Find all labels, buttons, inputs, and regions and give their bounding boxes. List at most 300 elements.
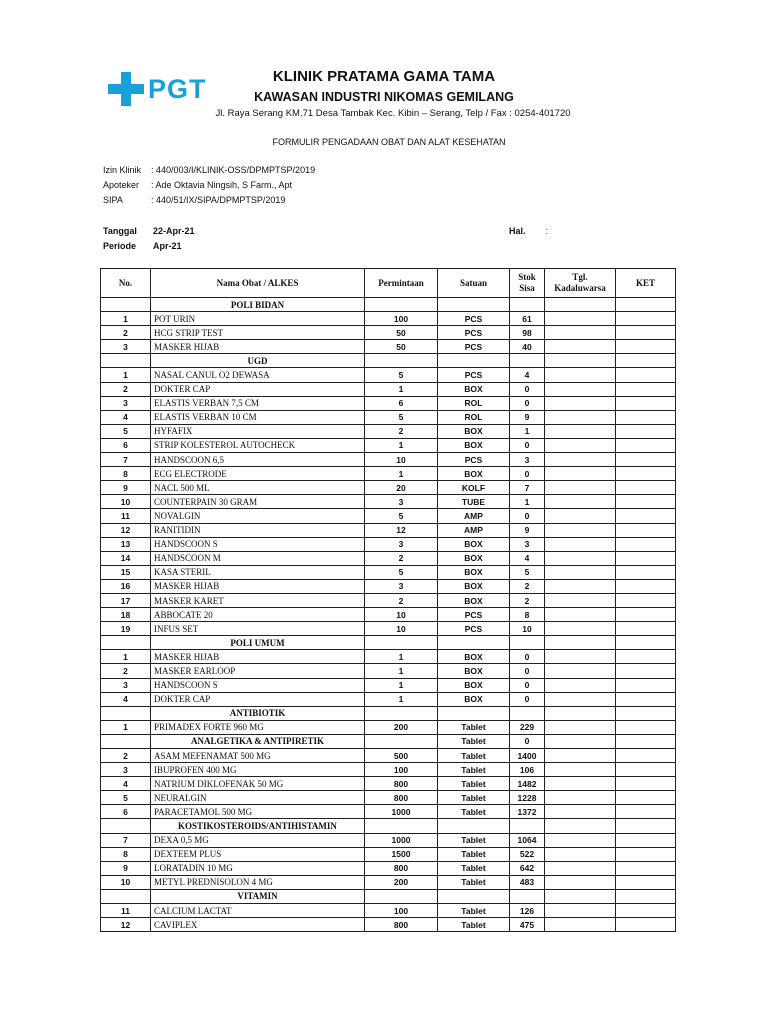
request-qty: 1500 (365, 847, 438, 861)
expiry-date (545, 608, 616, 622)
expiry-date (545, 579, 616, 593)
item-name: KASA STERIL (151, 565, 365, 579)
note (616, 326, 676, 340)
expiry-date (545, 650, 616, 664)
page-label: Hal. (509, 226, 526, 236)
stock-left: 0 (510, 692, 545, 706)
note (616, 509, 676, 523)
table-row (101, 410, 676, 424)
logo-text: PGT (148, 74, 207, 104)
note (616, 368, 676, 382)
stock-left: 522 (510, 847, 545, 861)
row-number: 7 (101, 833, 151, 847)
note (616, 805, 676, 819)
unit: BOX (438, 650, 510, 664)
row-number: 3 (101, 396, 151, 410)
item-name: MASKER KARET (151, 593, 365, 607)
info-value: : Ade Oktavia Ningsih, S Farm., Apt (151, 180, 293, 190)
expiry-date (545, 847, 616, 861)
item-name: HANDSCOON S (151, 537, 365, 551)
table-row (101, 312, 676, 326)
row-number: 7 (101, 453, 151, 467)
item-name: UGD (151, 354, 365, 368)
stock-left: 642 (510, 861, 545, 875)
table-section-row (101, 706, 676, 720)
table-row (101, 523, 676, 537)
note (616, 904, 676, 918)
row-number: 5 (101, 791, 151, 805)
stock-left (510, 706, 545, 720)
unit: BOX (438, 593, 510, 607)
expiry-date (545, 777, 616, 791)
table-row (101, 368, 676, 382)
unit: Tablet (438, 749, 510, 763)
request-qty: 2 (365, 424, 438, 438)
row-number: 12 (101, 523, 151, 537)
stock-left: 1228 (510, 791, 545, 805)
expiry-date (545, 819, 616, 833)
table-row (101, 438, 676, 452)
note (616, 791, 676, 805)
unit: PCS (438, 340, 510, 354)
table-section-row (101, 636, 676, 650)
stock-left: 1482 (510, 777, 545, 791)
header-stock: Stok Sisa (510, 269, 545, 298)
row-number: 1 (101, 368, 151, 382)
expiry-date (545, 918, 616, 932)
expiry-date (545, 312, 616, 326)
note (616, 354, 676, 368)
row-number: 10 (101, 495, 151, 509)
date-value: Apr-21 (153, 241, 182, 251)
unit: BOX (438, 551, 510, 565)
table-row (101, 875, 676, 889)
expiry-date (545, 904, 616, 918)
row-number: 11 (101, 509, 151, 523)
table-row (101, 424, 676, 438)
row-number: 1 (101, 720, 151, 734)
item-name: NOVALGIN (151, 509, 365, 523)
row-number: 19 (101, 622, 151, 636)
item-name: MASKER HIJAB (151, 340, 365, 354)
stock-left: 1064 (510, 833, 545, 847)
expiry-date (545, 523, 616, 537)
row-number: 1 (101, 650, 151, 664)
table-section-row (101, 734, 676, 748)
request-qty: 20 (365, 481, 438, 495)
item-name: ANTIBIOTIK (151, 706, 365, 720)
request-qty (365, 889, 438, 903)
unit: Tablet (438, 833, 510, 847)
request-qty: 10 (365, 622, 438, 636)
unit: PCS (438, 326, 510, 340)
request-qty: 1 (365, 650, 438, 664)
request-qty: 5 (365, 509, 438, 523)
row-number: 9 (101, 861, 151, 875)
item-name: RANITIDIN (151, 523, 365, 537)
request-qty: 6 (365, 396, 438, 410)
request-qty: 800 (365, 777, 438, 791)
date-value: 22-Apr-21 (153, 226, 195, 236)
expiry-date (545, 424, 616, 438)
date-info (103, 224, 195, 254)
item-name: INFUS SET (151, 622, 365, 636)
item-name: VITAMIN (151, 889, 365, 903)
unit: BOX (438, 678, 510, 692)
stock-left: 106 (510, 763, 545, 777)
note (616, 424, 676, 438)
note (616, 396, 676, 410)
unit: BOX (438, 579, 510, 593)
table-row (101, 340, 676, 354)
expiry-date (545, 453, 616, 467)
request-qty: 800 (365, 791, 438, 805)
note (616, 636, 676, 650)
item-name: ASAM MEFENAMAT 500 MG (151, 749, 365, 763)
unit: Tablet (438, 861, 510, 875)
table-row (101, 777, 676, 791)
request-qty: 1 (365, 664, 438, 678)
note (616, 453, 676, 467)
item-name: MASKER HIJAB (151, 650, 365, 664)
expiry-date (545, 889, 616, 903)
table-row (101, 537, 676, 551)
row-number: 5 (101, 424, 151, 438)
expiry-date (545, 495, 616, 509)
item-name: HANDSCOON M (151, 551, 365, 565)
table-row (101, 918, 676, 932)
unit: BOX (438, 537, 510, 551)
date-row-tanggal (103, 224, 195, 239)
table-row (101, 861, 676, 875)
unit: PCS (438, 453, 510, 467)
row-number: 17 (101, 593, 151, 607)
procurement-table (100, 268, 676, 932)
expiry-date (545, 593, 616, 607)
note (616, 833, 676, 847)
row-number (101, 636, 151, 650)
unit: BOX (438, 664, 510, 678)
table-row (101, 396, 676, 410)
date-label: Tanggal (103, 226, 137, 236)
request-qty: 500 (365, 749, 438, 763)
item-name: NEURALGIN (151, 791, 365, 805)
expiry-date (545, 354, 616, 368)
note (616, 763, 676, 777)
item-name: ECG ELECTRODE (151, 467, 365, 481)
request-qty: 1 (365, 692, 438, 706)
row-number: 6 (101, 438, 151, 452)
stock-left: 9 (510, 410, 545, 424)
unit (438, 354, 510, 368)
info-label: Izin Klinik (103, 165, 142, 175)
request-qty: 2 (365, 593, 438, 607)
date-row-periode (103, 239, 195, 254)
header-unit: Satuan (438, 269, 510, 298)
row-number (101, 706, 151, 720)
table-row (101, 847, 676, 861)
item-name: NASAL CANUL O2 DEWASA (151, 368, 365, 382)
request-qty: 3 (365, 495, 438, 509)
stock-left: 0 (510, 382, 545, 396)
note (616, 537, 676, 551)
date-label: Periode (103, 241, 137, 251)
item-name: STRIP KOLESTEROL AUTOCHECK (151, 438, 365, 452)
request-qty: 800 (365, 861, 438, 875)
request-qty: 100 (365, 312, 438, 326)
note (616, 551, 676, 565)
table-body (101, 298, 676, 932)
request-qty: 5 (365, 565, 438, 579)
note (616, 678, 676, 692)
unit: BOX (438, 565, 510, 579)
stock-left (510, 636, 545, 650)
note (616, 847, 676, 861)
item-name: DOKTER CAP (151, 692, 365, 706)
item-name: POT URIN (151, 312, 365, 326)
expiry-date (545, 636, 616, 650)
note (616, 438, 676, 452)
table-row (101, 791, 676, 805)
row-number: 3 (101, 678, 151, 692)
request-qty (365, 636, 438, 650)
request-qty: 200 (365, 720, 438, 734)
item-name: HANDSCOON 6,5 (151, 453, 365, 467)
item-name: DOKTER CAP (151, 382, 365, 396)
header-no: No. (101, 269, 151, 298)
row-number: 18 (101, 608, 151, 622)
table-row (101, 904, 676, 918)
expiry-date (545, 720, 616, 734)
page-number (509, 226, 548, 236)
unit: BOX (438, 424, 510, 438)
document-header (0, 62, 768, 132)
row-number: 2 (101, 382, 151, 396)
expiry-date (545, 481, 616, 495)
stock-left: 0 (510, 438, 545, 452)
table-row (101, 453, 676, 467)
note (616, 650, 676, 664)
stock-left (510, 298, 545, 312)
note (616, 889, 676, 903)
unit: TUBE (438, 495, 510, 509)
request-qty: 1 (365, 678, 438, 692)
item-name: PRIMADEX FORTE 960 MG (151, 720, 365, 734)
note (616, 875, 676, 889)
request-qty (365, 298, 438, 312)
row-number: 6 (101, 805, 151, 819)
table-row (101, 481, 676, 495)
request-qty: 1 (365, 382, 438, 396)
expiry-date (545, 805, 616, 819)
note (616, 565, 676, 579)
table-section-row (101, 819, 676, 833)
row-number (101, 298, 151, 312)
expiry-date (545, 551, 616, 565)
clinic-address: Jl. Raya Serang KM.71 Desa Tambak Kec. Kibin – Serang, Telp / Fax : 0254-401720 (215, 108, 571, 119)
expiry-date (545, 734, 616, 748)
stock-left: 0 (510, 396, 545, 410)
expiry-date (545, 565, 616, 579)
request-qty: 50 (365, 340, 438, 354)
unit (438, 636, 510, 650)
stock-left: 475 (510, 918, 545, 932)
clinic-info (103, 163, 315, 208)
row-number: 16 (101, 579, 151, 593)
expiry-date (545, 749, 616, 763)
note (616, 692, 676, 706)
request-qty: 1000 (365, 805, 438, 819)
row-number: 10 (101, 875, 151, 889)
stock-left: 1372 (510, 805, 545, 819)
row-number: 3 (101, 340, 151, 354)
request-qty: 2 (365, 551, 438, 565)
expiry-date (545, 664, 616, 678)
expiry-date (545, 833, 616, 847)
unit (438, 819, 510, 833)
info-label: SIPA (103, 195, 123, 205)
stock-left: 0 (510, 664, 545, 678)
item-name: IBUPROFEN 400 MG (151, 763, 365, 777)
table-row (101, 509, 676, 523)
expiry-date (545, 692, 616, 706)
note (616, 664, 676, 678)
request-qty: 10 (365, 453, 438, 467)
unit: KOLF (438, 481, 510, 495)
note (616, 298, 676, 312)
expiry-date (545, 537, 616, 551)
table-section-row (101, 889, 676, 903)
unit: AMP (438, 523, 510, 537)
info-row-sipa (103, 193, 315, 208)
row-number (101, 734, 151, 748)
expiry-date (545, 706, 616, 720)
info-row-izin (103, 163, 315, 178)
row-number: 8 (101, 467, 151, 481)
unit: AMP (438, 509, 510, 523)
note (616, 720, 676, 734)
unit: PCS (438, 608, 510, 622)
item-name: HCG STRIP TEST (151, 326, 365, 340)
unit: Tablet (438, 777, 510, 791)
table-row (101, 565, 676, 579)
note (616, 312, 676, 326)
stock-left: 40 (510, 340, 545, 354)
table-row (101, 593, 676, 607)
form-title: FORMULIR PENGADAAN OBAT DAN ALAT KESEHATAN (272, 137, 506, 147)
stock-left (510, 354, 545, 368)
note (616, 382, 676, 396)
table-row (101, 326, 676, 340)
expiry-date (545, 410, 616, 424)
header-expiry: Tgl. Kadaluwarsa (545, 269, 616, 298)
row-number: 13 (101, 537, 151, 551)
request-qty: 800 (365, 918, 438, 932)
table-row (101, 382, 676, 396)
stock-left: 483 (510, 875, 545, 889)
note (616, 918, 676, 932)
note (616, 734, 676, 748)
item-name: POLI UMUM (151, 636, 365, 650)
item-name: MASKER EARLOOP (151, 664, 365, 678)
stock-left: 7 (510, 481, 545, 495)
unit (438, 298, 510, 312)
item-name: KOSTIKOSTEROIDS/ANTIHISTAMIN (151, 819, 365, 833)
stock-left: 3 (510, 453, 545, 467)
unit: Tablet (438, 875, 510, 889)
item-name: DEXTEEM PLUS (151, 847, 365, 861)
request-qty: 3 (365, 537, 438, 551)
stock-left: 0 (510, 467, 545, 481)
table-row (101, 720, 676, 734)
row-number: 14 (101, 551, 151, 565)
stock-left: 0 (510, 509, 545, 523)
note (616, 410, 676, 424)
item-name: ABBOCATE 20 (151, 608, 365, 622)
request-qty: 50 (365, 326, 438, 340)
expiry-date (545, 861, 616, 875)
stock-left: 10 (510, 622, 545, 636)
unit: Tablet (438, 847, 510, 861)
item-name: ANALGETIKA & ANTIPIRETIK (151, 734, 365, 748)
request-qty: 10 (365, 608, 438, 622)
item-name: NATRIUM DIKLOFENAK 50 MG (151, 777, 365, 791)
note (616, 340, 676, 354)
note (616, 495, 676, 509)
table-row (101, 495, 676, 509)
expiry-date (545, 368, 616, 382)
stock-left: 0 (510, 678, 545, 692)
request-qty: 5 (365, 368, 438, 382)
request-qty: 100 (365, 904, 438, 918)
page-value: : (545, 226, 549, 236)
table-row (101, 749, 676, 763)
note (616, 622, 676, 636)
item-name: LORATADIN 10 MG (151, 861, 365, 875)
unit: BOX (438, 467, 510, 481)
stock-left (510, 819, 545, 833)
expiry-date (545, 763, 616, 777)
expiry-date (545, 467, 616, 481)
expiry-date (545, 622, 616, 636)
unit (438, 706, 510, 720)
item-name: HANDSCOON S (151, 678, 365, 692)
expiry-date (545, 678, 616, 692)
row-number: 4 (101, 692, 151, 706)
note (616, 749, 676, 763)
request-qty (365, 734, 438, 748)
item-name: COUNTERPAIN 30 GRAM (151, 495, 365, 509)
request-qty: 12 (365, 523, 438, 537)
item-name: NACL 500 ML (151, 481, 365, 495)
table-section-row (101, 354, 676, 368)
clinic-area: KAWASAN INDUSTRI NIKOMAS GEMILANG (254, 90, 514, 104)
table-row (101, 608, 676, 622)
table-section-row (101, 298, 676, 312)
note (616, 861, 676, 875)
stock-left: 4 (510, 368, 545, 382)
unit: Tablet (438, 918, 510, 932)
stock-left: 0 (510, 650, 545, 664)
header-name: Nama Obat / ALKES (151, 269, 365, 298)
header-request: Permintaan (365, 269, 438, 298)
unit: BOX (438, 692, 510, 706)
row-number: 12 (101, 918, 151, 932)
unit: Tablet (438, 904, 510, 918)
table-row (101, 763, 676, 777)
expiry-date (545, 382, 616, 396)
info-value: : 440/51/IX/SIPA/DPMPTSP/2019 (151, 195, 286, 205)
